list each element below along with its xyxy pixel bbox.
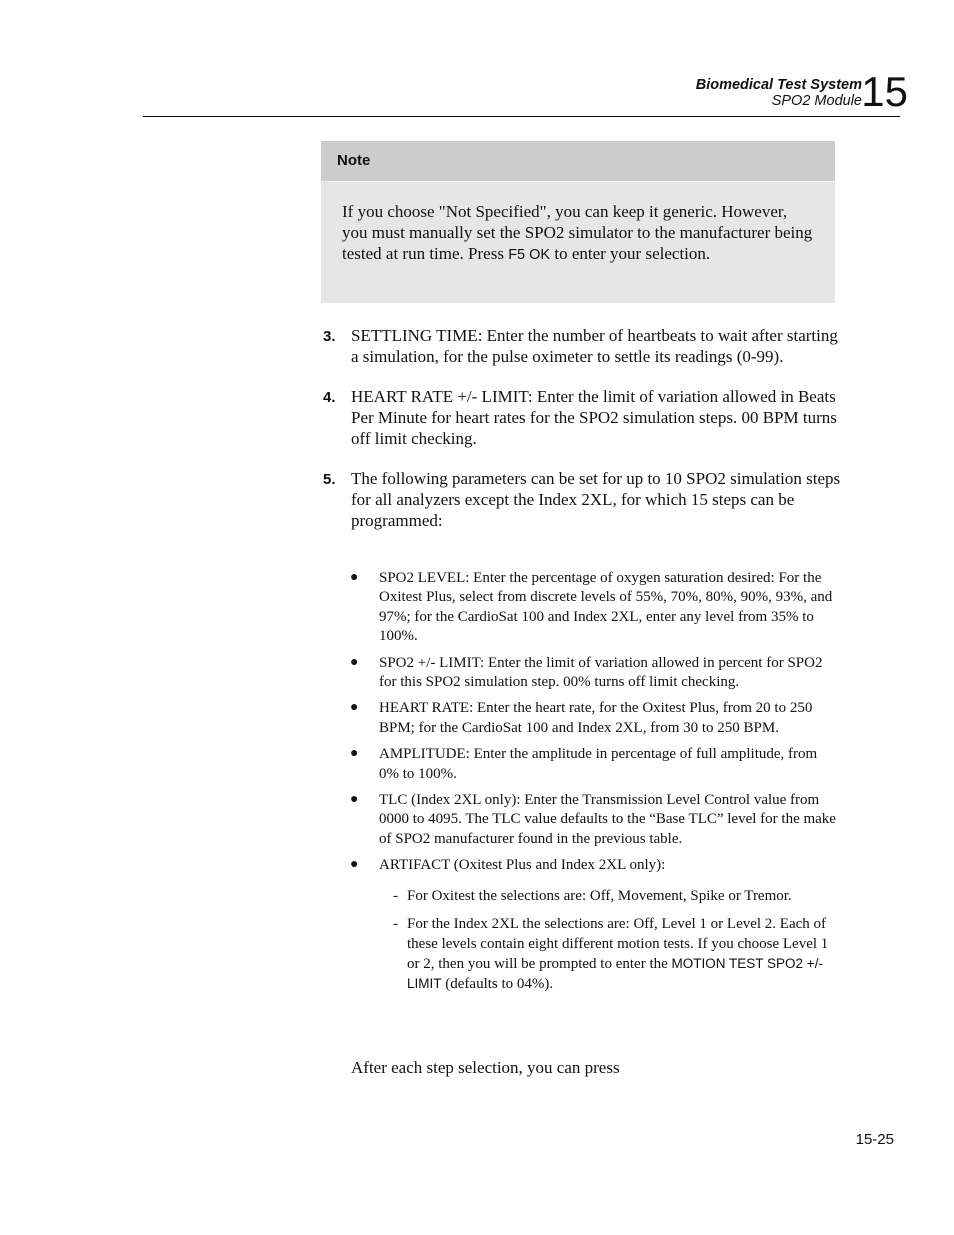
page-header <box>143 68 908 117</box>
dash-marker: - <box>393 916 398 933</box>
list-item <box>350 654 836 693</box>
list-item <box>350 791 836 849</box>
step-number: 5. <box>323 471 336 488</box>
step-text: The following parameters can be set for up to 10 SPO2 simulation steps for all analyzers except the Index 2XL, for which 15 steps can be programmed: <box>351 469 841 530</box>
header-titles <box>696 77 862 109</box>
note-text-after: to enter your selection. <box>550 244 711 263</box>
bullet-icon: ● <box>350 746 359 762</box>
bullet-text: SPO2 LEVEL: Enter the percentage of oxygen saturation desired: For the Oxitest Plus, select from discrete levels of 55%, 70%, 80%, 90%, 93%, and 97%; for the CardioSat 100 and Index 2XL, enter any level from 35% to 100%. <box>379 570 833 645</box>
list-item <box>350 569 836 647</box>
artifact-sublist <box>379 887 836 995</box>
dash-text-after: (defaults to 04%). <box>441 976 554 993</box>
after-text: After each step selection, you can press <box>351 1058 620 1077</box>
list-item <box>321 386 841 449</box>
list-item <box>321 325 841 367</box>
chapter-number: 15 <box>861 68 908 115</box>
list-item <box>393 915 836 995</box>
list-item <box>393 887 836 906</box>
bullet-text: AMPLITUDE: Enter the amplitude in percentage of full amplitude, from 0% to 100%. <box>379 746 818 782</box>
bullet-icon: ● <box>350 792 359 808</box>
bullet-icon: ● <box>350 857 359 873</box>
dash-marker: - <box>393 887 398 904</box>
list-item <box>321 468 841 531</box>
bullet-text: TLC (Index 2XL only): Enter the Transmission Level Control value from 0000 to 4095. The TLC value defaults to the “Base TLC” level for the make of SPO2 manufacturer found in the previous table. <box>379 792 836 847</box>
bullet-text: HEART RATE: Enter the heart rate, for the Oxitest Plus, from 20 to 250 BPM; for the CardioSat 100 and Index 2XL, from 30 to 250 BPM. <box>379 700 813 736</box>
bullet-icon: ● <box>350 700 359 716</box>
step-number: 4. <box>323 389 336 406</box>
note-box <box>321 141 835 303</box>
note-label: Note <box>321 141 835 182</box>
page-number: 15-25 <box>855 1131 894 1148</box>
motion-test-key: MOTION TEST SPO2 +/- LIMIT <box>407 955 823 992</box>
step-text: HEART RATE +/- LIMIT: Enter the limit of variation allowed in Beats Per Minute for heart rates for the SPO2 simulation steps. 00 BPM turns off limit checking. <box>351 387 837 448</box>
header-subtitle: SPO2 Module <box>771 93 862 109</box>
note-key: F5 OK <box>508 247 551 263</box>
step-list <box>321 325 841 550</box>
list-item <box>350 745 836 784</box>
note-text <box>321 182 835 266</box>
bullet-text: ARTIFACT (Oxitest Plus and Index 2XL only): <box>379 857 666 874</box>
header-title: Biomedical Test System <box>695 77 862 93</box>
list-item <box>350 699 836 738</box>
bullet-icon: ● <box>350 570 359 585</box>
step-text: SETTLING TIME: Enter the number of heartbeats to wait after starting a simulation, for the pulse oximeter to settle its readings (0-99). <box>351 326 838 366</box>
parameter-list <box>350 569 836 1004</box>
dash-text-before: For the Index 2XL the selections are: Off, Level 1 or Level 2. Each of these levels contain eight different motion tests. If you choose Level 1 or 2, then you will be prompted to enter the <box>407 916 829 972</box>
bullet-icon: ● <box>350 654 359 670</box>
step-number: 3. <box>323 328 336 345</box>
note-text-before: If you choose "Not Specified", you can keep it generic. However, you must manually set the SPO2 simulator to the manufacturer being tested at run time. Press <box>342 202 813 263</box>
list-item <box>350 856 836 994</box>
dash-text: For Oxitest the selections are: Off, Movement, Spike or Tremor. <box>407 887 792 904</box>
bullet-text: SPO2 +/- LIMIT: Enter the limit of variation allowed in percent for SPO2 for this SPO2 simulation step. 00% turns off limit checking. <box>379 654 823 691</box>
